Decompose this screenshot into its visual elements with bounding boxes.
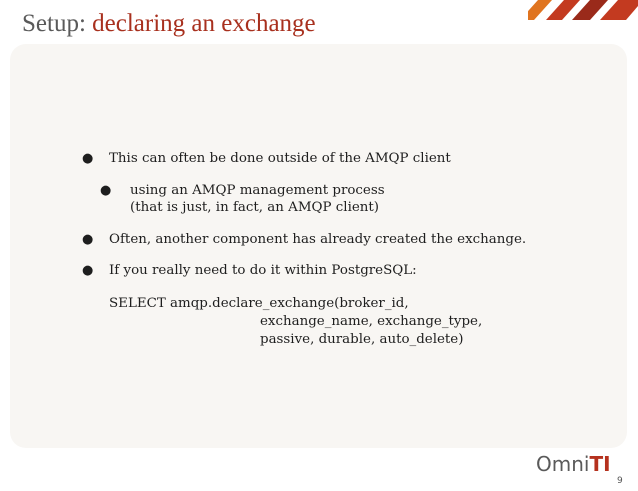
page-number: 9 [617,476,623,486]
omniti-logo [536,451,626,477]
bullet-1-text: This can often be done outside of the AMQP client [109,151,451,166]
code-line-2: exchange_name, exchange_type, [260,314,483,329]
bullet-dot: ● [82,232,94,247]
bullet-dot: ● [82,263,94,278]
title-prefix: Setup: [22,10,93,37]
sub-bullet-dot: ● [100,183,112,198]
bullet-dot: ● [82,151,94,166]
title-accent: declaring an exchange [92,10,316,37]
bullet-3-text: If you really need to do it within PostgreSQL: [109,263,417,278]
code-line-3: passive, durable, auto_delete) [260,332,464,347]
sub-bullet-line-2: (that is just, in fact, an AMQP client) [130,200,380,215]
logo-text-accent: TI [589,452,611,476]
sub-bullet-line-1: using an AMQP management process [130,183,385,198]
logo-text-main: Omni [536,452,590,476]
bullet-2-text: Often, another component has already created the exchange. [109,232,527,247]
code-line-1: SELECT amqp.declare_exchange(broker_id, [109,296,409,311]
